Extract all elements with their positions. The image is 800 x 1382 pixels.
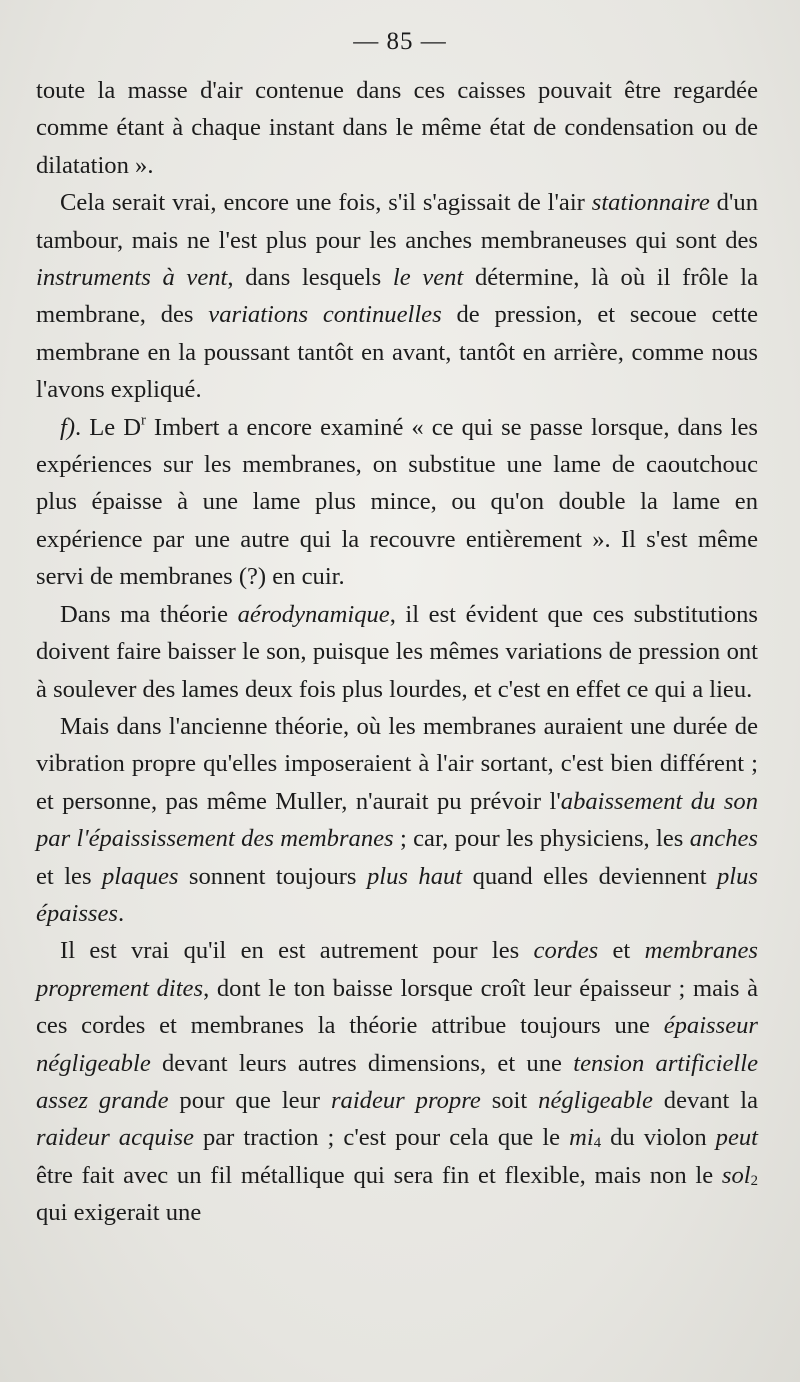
text-segment: soit (480, 1086, 539, 1114)
paragraph (36, 708, 758, 932)
italic-text: stationnaire (591, 189, 710, 217)
italic-text: raideur acquise (36, 1124, 194, 1152)
italic-text: variations continuelles (208, 301, 442, 329)
subscript: 4 (593, 1135, 602, 1152)
text-segment: Imbert a encore examiné « ce qui se passe lorsque, dans les expériences sur les membranes, on substitue une lame de caoutchouc plus épaisse à une lame plus mince, ou qu'on double la lame en expérience par une autre qui la recouvre entièrement ». Il s'est même servi de membranes (?) en cuir. (36, 413, 758, 591)
paragraph (36, 409, 758, 596)
italic-text: plus haut (366, 862, 463, 890)
italic-text: tension artificielle assez grande (36, 1049, 759, 1114)
text-segment: par traction ; c'est pour cela que le (193, 1124, 570, 1152)
subscript: 2 (750, 1172, 758, 1189)
text-segment: et les (36, 862, 102, 890)
paragraph (36, 932, 758, 1231)
italic-text: raideur propre (330, 1086, 481, 1114)
text-segment: et (598, 937, 645, 965)
italic-text: plus épaisses (36, 862, 758, 927)
italic-text: mi (569, 1124, 594, 1152)
paragraph (36, 72, 758, 184)
italic-text: membranes proprement dites (36, 937, 758, 1002)
text-segment: . (117, 899, 125, 927)
italic-text: f) (60, 413, 76, 441)
text-segment: ; car, pour les physiciens, les (393, 825, 690, 853)
text-segment: du violon (601, 1124, 716, 1152)
superscript: r (140, 412, 146, 429)
text-segment: qui exigerait une (36, 1199, 202, 1227)
text-segment: d'un tambour, mais ne l'est plus pour les anches membraneuses qui sont des (36, 189, 758, 254)
text-segment: Il est vrai qu'il en est autrement pour les (60, 937, 534, 965)
text-segment: détermine, là où il frôle la membrane, des (36, 264, 758, 329)
italic-text: instruments à vent (36, 264, 228, 292)
text-segment: sonnent toujours (178, 862, 367, 890)
text-segment: de pression, et secoue cette membrane en la poussant tantôt en avant, tantôt en arrière, comme nous l'avons expliqué. (36, 301, 758, 404)
text-segment: devant la (652, 1086, 758, 1114)
text-segment: quand elles deviennent (462, 862, 717, 890)
text-segment: pour que leur (168, 1086, 331, 1114)
italic-text: sol (721, 1161, 751, 1189)
text-segment: Mais dans l'ancienne théorie, où les membranes auraient une durée de vibration propre qu'elles imposeraient à l'air sortant, c'est bien différent ; et personne, pas même Muller, n'aurait pu prévoir l' (36, 712, 758, 815)
text-segment: , il est évident que ces substitutions doivent faire baisser le son, puisque les mêmes variations de pression ont à soulever des lames deux fois plus lourdes, et c'est en effet ce qui a lieu. (36, 600, 758, 703)
italic-text: le vent (392, 264, 464, 292)
italic-text: plaques (101, 862, 179, 890)
italic-text: épaisseur négligeable (36, 1012, 758, 1077)
text-segment: Dans ma théorie (60, 600, 238, 628)
text-segment: , dans lesquels (227, 264, 393, 292)
italic-text: peut (715, 1124, 758, 1152)
page-number: — 85 — (353, 28, 447, 55)
italic-text: cordes (533, 937, 599, 965)
paragraph (36, 184, 758, 408)
text-segment: . Le D (75, 413, 141, 441)
text-segment: être fait avec un fil métallique qui sera fin et flexible, mais non le (36, 1161, 722, 1189)
text-segment: , dont le ton baisse lorsque croît leur épaisseur ; mais à ces cordes et membranes la théorie attribue toujours une (36, 974, 758, 1040)
text-segment: toute la masse d'air contenue dans ces caisses pouvait être regardée comme étant à chaque instant dans le même état de condensation ou de dilatation ». (36, 77, 758, 179)
italic-text: aérodynamique (237, 600, 390, 628)
italic-text: abaissement du son par l'épaississement des membranes (36, 787, 758, 853)
paragraph (36, 596, 758, 708)
text-segment: Cela serait vrai, encore une fois, s'il s'agissait de l'air (60, 189, 592, 217)
body-text (36, 72, 758, 1232)
text-segment: devant leurs autres dimensions, et une (150, 1049, 574, 1077)
italic-text: anches (689, 825, 758, 853)
italic-text: négligeable (538, 1086, 653, 1114)
